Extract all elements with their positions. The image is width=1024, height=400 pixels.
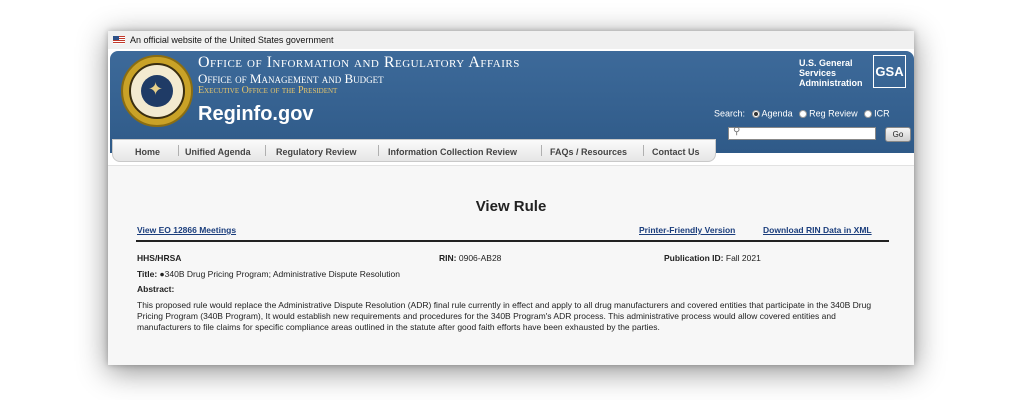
abstract-text: This proposed rule would replace the Administrative Dispute Resolution (ADR) final rule currently in effect and apply to all drug manufacturers and covered entities that participate in the 340B Drug Pricing Program (340B Program), It would establish new requirements and procedures for the 340B Program's ADR process. This administrative process would allow covered entities and manufacturers to file claims for specific compliance areas outlined in the statute after good faith efforts have been exhausted by the parties. <box>137 300 872 332</box>
printer-friendly-link[interactable]: Printer-Friendly Version <box>639 225 736 235</box>
nav-contact-us[interactable]: Contact Us <box>652 147 700 157</box>
nav-divider <box>541 145 542 156</box>
abstract-label: Abstract: <box>137 284 175 294</box>
site-name-link[interactable]: Reginfo.gov <box>198 103 314 125</box>
rule-title: Title: ●340B Drug Pricing Program; Administrative Dispute Resolution <box>137 269 400 279</box>
rin: RIN: 0906-AB28 <box>439 253 502 263</box>
radio-icr-label[interactable]: ICR <box>874 108 890 119</box>
search-input[interactable] <box>728 127 876 140</box>
nav-information-collection-review[interactable]: Information Collection Review <box>388 147 518 157</box>
nav-divider <box>265 145 266 156</box>
executive-office-label: Executive Office of the President <box>198 85 338 96</box>
nav-divider <box>178 145 179 156</box>
eo-meetings-link[interactable]: View EO 12866 Meetings <box>137 225 237 235</box>
publication-id: Publication ID: Fall 2021 <box>664 253 761 263</box>
gov-banner <box>108 31 914 49</box>
search-icon: ⚲ <box>733 126 741 137</box>
nav-divider <box>378 145 379 156</box>
site-header <box>110 51 914 153</box>
radio-agenda[interactable] <box>752 110 760 118</box>
eagle-icon: ✦ <box>148 79 164 99</box>
nav-home[interactable]: Home <box>135 147 161 157</box>
radio-icr[interactable] <box>864 110 872 118</box>
us-flag-icon <box>113 36 125 44</box>
gsa-name[interactable]: U.S. General Services Administration <box>799 58 863 88</box>
main-content <box>108 165 914 365</box>
gov-banner-text: An official website of the United States government <box>130 35 334 45</box>
page-title: View Rule <box>475 198 547 215</box>
search-options <box>714 108 890 119</box>
agency: HHS/HRSA <box>137 253 182 263</box>
radio-reg-review-label[interactable]: Reg Review <box>809 108 858 119</box>
presidential-seal-logo[interactable] <box>121 55 193 127</box>
download-xml-link[interactable]: Download RIN Data in XML <box>763 225 872 235</box>
nav-faqs-resources[interactable]: FAQs / Resources <box>550 147 628 157</box>
nav-regulatory-review[interactable]: Regulatory Review <box>276 147 357 157</box>
office-title: Office of Information and Regulatory Affairs <box>198 54 520 71</box>
main-nav <box>112 139 716 162</box>
browser-page <box>108 31 914 365</box>
nav-unified-agenda[interactable]: Unified Agenda <box>185 147 251 157</box>
radio-agenda-label[interactable]: Agenda <box>761 108 793 119</box>
nav-divider <box>643 145 644 156</box>
search-label: Search: <box>714 108 746 119</box>
radio-reg-review[interactable] <box>799 110 807 118</box>
office-subtitle: Office of Management and Budget <box>198 71 384 86</box>
divider <box>136 240 889 242</box>
gsa-logo[interactable]: GSA <box>873 55 906 88</box>
go-button[interactable]: Go <box>885 127 911 142</box>
